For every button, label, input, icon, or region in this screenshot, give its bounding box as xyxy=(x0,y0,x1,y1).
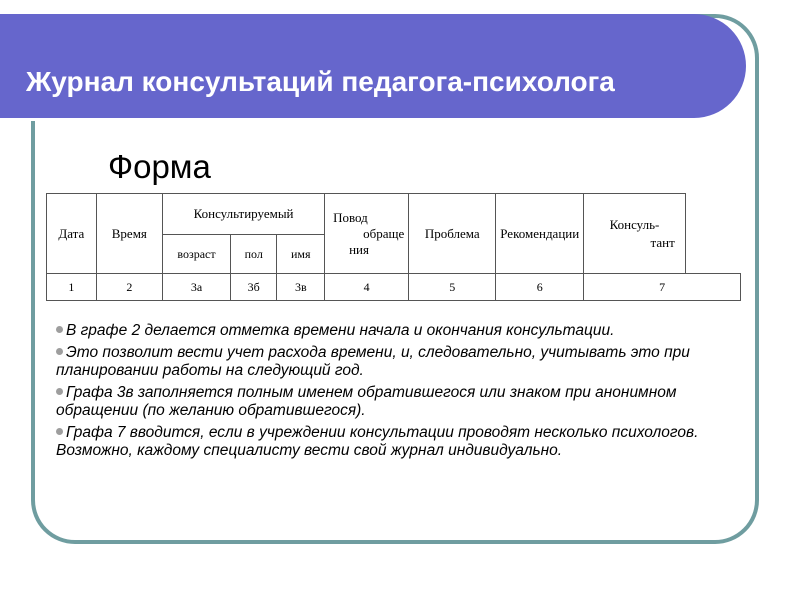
column-number: 1 xyxy=(47,274,97,301)
bullet-icon xyxy=(56,428,63,435)
column-number: 2 xyxy=(96,274,162,301)
note-text: Графа 3в заполняется полным именем обратившегося или знаком при анонимном обращении (по желанию обратившегося). xyxy=(56,384,677,419)
table-header-row xyxy=(47,194,741,235)
bullet-icon xyxy=(56,348,63,355)
slide-title: Журнал консультаций педагога-психолога xyxy=(26,66,615,97)
column-number: 3в xyxy=(277,274,325,301)
bullet-icon xyxy=(56,388,63,395)
column-number: 5 xyxy=(409,274,496,301)
header-client: Консультируемый xyxy=(163,194,325,235)
column-number: 3а xyxy=(163,274,231,301)
header-recommendations: Рекомендации xyxy=(496,194,584,274)
column-number: 7 xyxy=(584,274,741,301)
note-item xyxy=(56,344,736,380)
header-reason xyxy=(325,194,409,274)
note-text: Это позволит вести учет расхода времени, и, следовательно, учитывать это при планировании работы на следующий год. xyxy=(56,344,690,379)
note-item xyxy=(56,424,736,460)
subheader-age: возраст xyxy=(163,235,231,274)
note-text: В графе 2 делается отметка времени начала и окончания консультации. xyxy=(66,322,615,339)
header-reason-line-2: обраще xyxy=(363,225,405,241)
bullet-icon xyxy=(56,326,63,333)
header-consultant xyxy=(584,194,686,274)
title-underline xyxy=(0,118,708,121)
header-reason-line-1: Повод xyxy=(333,209,368,225)
note-item xyxy=(56,322,736,340)
title-bar xyxy=(0,14,746,118)
header-consultant-line-2: тант xyxy=(650,234,675,250)
journal-table xyxy=(46,193,741,301)
header-date: Дата xyxy=(47,194,97,274)
form-heading: Форма xyxy=(108,148,211,185)
header-reason-line-3: ния xyxy=(349,241,369,257)
column-number: 6 xyxy=(496,274,584,301)
subheader-sex: пол xyxy=(230,235,277,274)
note-item xyxy=(56,384,736,420)
subheader-name: имя xyxy=(277,235,325,274)
column-number: 3б xyxy=(230,274,277,301)
table-number-row xyxy=(47,274,741,301)
note-text: Графа 7 вводится, если в учреждении консультации проводят несколько психологов. Возможно, каждому специалисту вести свой журнал индивидуально. xyxy=(56,424,699,459)
header-problem: Проблема xyxy=(409,194,496,274)
header-consultant-line-1: Консуль- xyxy=(609,216,660,232)
header-time: Время xyxy=(96,194,162,274)
notes-list xyxy=(56,322,736,464)
column-number: 4 xyxy=(325,274,409,301)
